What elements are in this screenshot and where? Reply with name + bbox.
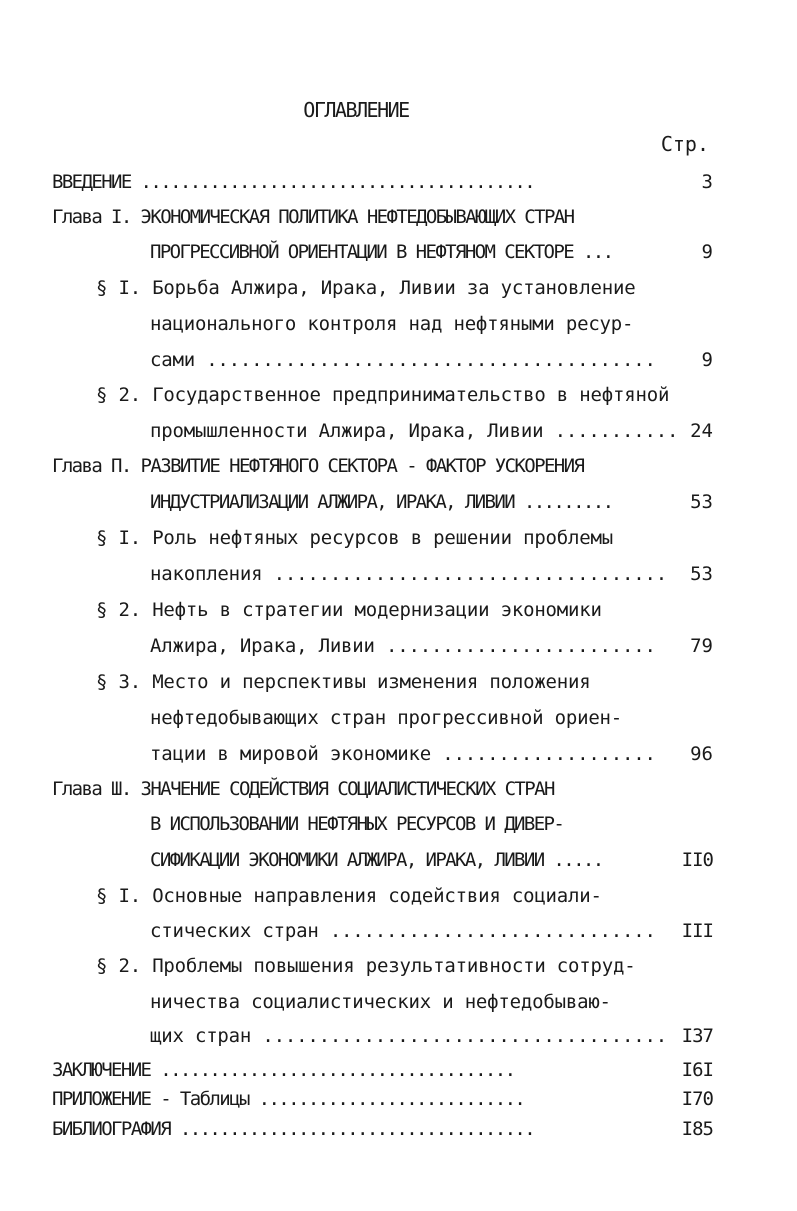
toc-section-1-1-line-2[interactable]: национального контроля над нефтяными ресур- (150, 313, 634, 335)
page-number: I6I (681, 1059, 713, 1081)
page-number: II0 (681, 849, 713, 871)
page-number: 3 (701, 171, 713, 193)
page-number: 79 (690, 635, 713, 657)
page-column-label: Стр. (660, 132, 709, 156)
page-number: 24 (690, 420, 713, 442)
toc-entry-conclusion[interactable]: ЗАКЛЮЧЕНИЕ .................................... (52, 1059, 515, 1081)
toc-section-1-1-line-3[interactable]: сами ........................................ (150, 349, 656, 371)
page-number: 53 (690, 563, 713, 585)
page-number: 53 (690, 491, 713, 513)
toc-chapter-3-line-1[interactable]: Глава Ш. ЗНАЧЕНИЕ СОДЕЙСТВИЯ СОЦИАЛИСТИЧЕСКИХ СТРАН (52, 778, 554, 800)
toc-entry-bibliography[interactable]: БИБЛИОГРАФИЯ .................................... (52, 1118, 535, 1140)
toc-entry-appendix[interactable]: ПРИЛОЖЕНИЕ - Таблицы ........................... (52, 1088, 525, 1110)
page-number: I70 (681, 1088, 713, 1110)
toc-entry-introduction[interactable]: ВВЕДЕНИЕ ........................................ (52, 171, 535, 193)
toc-section-2-3-line-2[interactable]: нефтедобывающих стран прогрессивной ориен- (150, 707, 623, 729)
toc-chapter-3-line-2[interactable]: В ИСПОЛЬЗОВАНИИ НЕФТЯНЫХ РЕСУРСОВ И ДИВЕР- (150, 813, 564, 835)
toc-section-2-2-line-2[interactable]: Алжира, Ирака, Ливии ........................ (150, 635, 656, 657)
page-number: III (681, 920, 713, 942)
toc-chapter-1-line-1[interactable]: Глава I. ЭКОНОМИЧЕСКАЯ ПОЛИТИКА НЕФТЕДОБЫВАЮЩИХ СТРАН (52, 206, 574, 228)
toc-section-3-2-line-2[interactable]: ничества социалистических и нефтедобываю- (150, 991, 611, 1013)
toc-section-1-2-line-2[interactable]: промышленности Алжира, Ирака, Ливии ........... (150, 420, 679, 442)
toc-chapter-2-line-2[interactable]: ИНДУСТРИАЛИЗАЦИИ АЛЖИРА, ИРАКА, ЛИВИИ ......... (150, 491, 613, 513)
page-number: I37 (681, 1025, 713, 1047)
toc-section-1-1-line-1[interactable]: § I. Борьба Алжира, Ирака, Ливии за установление (96, 277, 636, 299)
page-title: ОГЛАВЛЕНИЕ (303, 98, 409, 122)
toc-section-1-2-line-1[interactable]: § 2. Государственное предпринимательство в нефтяной (96, 384, 670, 406)
toc-section-3-2-line-1[interactable]: § 2. Проблемы повышения результативности сотруд- (96, 955, 636, 977)
toc-section-2-1-line-2[interactable]: накопления ................................... (150, 563, 667, 585)
page-number: I85 (681, 1118, 713, 1140)
toc-section-3-2-line-3[interactable]: щих стран .................................... (150, 1025, 667, 1047)
toc-section-2-1-line-1[interactable]: § I. Роль нефтяных ресурсов в решении проблемы (96, 527, 613, 549)
toc-section-2-3-line-1[interactable]: § 3. Место и перспективы изменения положения (96, 671, 591, 693)
toc-chapter-2-line-1[interactable]: Глава П. РАЗВИТИЕ НЕФТЯНОГО СЕКТОРА - ФАКТОР УСКОРЕНИЯ (52, 455, 584, 477)
toc-chapter-3-line-3[interactable]: СИФИКАЦИИ ЭКОНОМИКИ АЛЖИРА, ИРАКА, ЛИВИИ ..... (150, 849, 603, 871)
toc-chapter-1-line-2[interactable]: ПРОГРЕССИВНОЙ ОРИЕНТАЦИИ В НЕФТЯНОМ СЕКТОРЕ ... (150, 241, 613, 263)
page-number: 96 (690, 743, 713, 765)
toc-section-3-1-line-1[interactable]: § I. Основные направления содействия социали- (96, 885, 602, 907)
page-number: 9 (701, 241, 713, 263)
toc-section-2-2-line-1[interactable]: § 2. Нефть в стратегии модернизации экономики (96, 599, 602, 621)
page-number: 9 (701, 349, 713, 371)
toc-section-2-3-line-3[interactable]: тации в мировой экономике ................... (150, 743, 656, 765)
toc-section-3-1-line-2[interactable]: стических стран ............................. (150, 920, 656, 942)
